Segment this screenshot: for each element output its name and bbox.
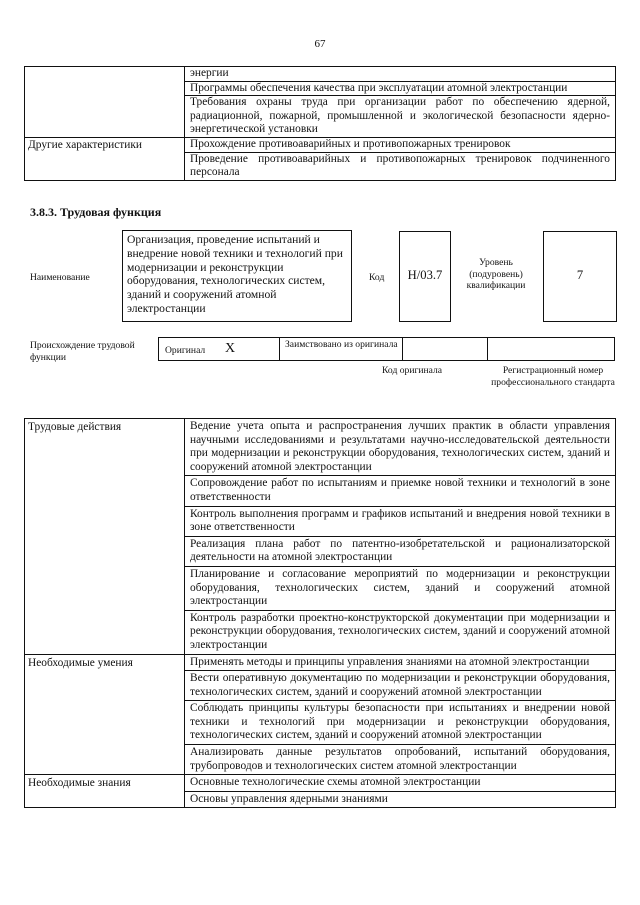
- row-item-text: Ведение учета опыта и распространения лучших практик в области управления научными исследованиями и результатами научно-исследовательской деятельности при модернизации и реконструкции оборудования, технологических систем, зданий и сооружений атомной электростанции: [185, 419, 616, 476]
- qualification-level-value: 7: [576, 268, 584, 282]
- original-label: Оригинал: [165, 345, 206, 356]
- labor-function-table: [24, 418, 616, 808]
- table-row: [25, 775, 616, 792]
- row-item-text: Соблюдать принципы культуры безопасности при испытаниях и внедрении новой техники и технологий при модернизации и реконструкции оборудования, технологических систем, зданий и сооружений атомной электростанции: [185, 701, 616, 745]
- code-original-caption: Код оригинала: [382, 365, 443, 376]
- requirements-table-continued: [24, 66, 616, 181]
- table-row: [25, 419, 616, 476]
- table-row: [25, 137, 616, 152]
- row-item-text: Проведение противоаварийных и противопожарных тренировок подчиненного персонала: [185, 152, 616, 180]
- row-item-text: Реализация плана работ по патентно-изобретательской и рационализаторской деятельности на атомной электростанции: [185, 536, 616, 566]
- row-item-text: Основные технологические схемы атомной электростанции: [185, 775, 616, 792]
- row-category-label: [25, 67, 185, 138]
- original-mark: X: [225, 341, 236, 356]
- section-title: 3.8.3. Трудовая функция: [30, 205, 162, 219]
- row-category-label: Другие характеристики: [25, 137, 185, 180]
- row-item-text: Требования охраны труда при организации работ по обеспечению ядерной, радиационной, пожарной, промышленной и экологической безопасности ядерно-энергетической установки: [185, 96, 616, 138]
- table-row: [25, 654, 616, 671]
- code-original-cell: [402, 337, 488, 361]
- row-category-label: Необходимые умения: [25, 654, 185, 775]
- row-item-text: Анализировать данные результатов опробований, испытаний оборудования, трубопроводов и технологических систем атомной электростанции: [185, 745, 616, 775]
- qualification-level-box: [543, 231, 617, 322]
- table-row: [25, 67, 616, 82]
- reg-number-cell: [487, 337, 615, 361]
- row-item-text: Прохождение противоаварийных и противопожарных тренировок: [185, 137, 616, 152]
- qualification-level-label: Уровень (подуровень) квалификации: [466, 257, 526, 291]
- row-item-text: Контроль выполнения программ и графиков испытаний и внедрения новой техники в зоне ответственности: [185, 506, 616, 536]
- row-item-text: Программы обеспечения качества при эксплуатации атомной электростанции: [185, 81, 616, 96]
- row-item-text: энергии: [185, 67, 616, 82]
- reg-number-caption: Регистрационный номер профессионального стандарта: [491, 365, 615, 388]
- original-cell: [158, 337, 280, 361]
- function-name-box: [122, 230, 352, 322]
- function-code-value: H/03.7: [407, 268, 443, 282]
- borrowed-label: Заимствовано из оригинала: [285, 339, 398, 350]
- row-item-text: Применять методы и принципы управления знаниями на атомной электростанции: [185, 654, 616, 671]
- row-item-text: Планирование и согласование мероприятий по модернизации и реконструкции оборудования, технологических систем, зданий и сооружений атомной электростанции: [185, 566, 616, 610]
- code-label: Код: [369, 272, 385, 283]
- row-category-label: Трудовые действия: [25, 419, 185, 655]
- origin-label: Происхождение трудовой функции: [30, 340, 135, 363]
- page-number: 67: [314, 38, 326, 50]
- function-code-box: [399, 231, 451, 322]
- row-item-text: Основы управления ядерными знаниями: [185, 791, 616, 808]
- row-item-text: Вести оперативную документацию по модернизации и реконструкции оборудования, технологических систем, зданий и сооружений атомной электростанции: [185, 671, 616, 701]
- row-item-text: Сопровождение работ по испытаниям и приемке новой техники и технологий в зоне ответственности: [185, 476, 616, 506]
- borrowed-cell: [279, 337, 403, 361]
- function-name-value: Организация, проведение испытаний и внедрение новой техники и технологий при модернизации и реконструкции оборудования, технологических систем, зданий и сооружений атомной электростанции: [127, 233, 343, 315]
- row-item-text: Контроль разработки проектно-конструкторской документации при модернизации и реконструкции оборудования, технологических систем, зданий и сооружений атомной электростанции: [185, 610, 616, 654]
- name-label: Наименование: [30, 272, 90, 283]
- row-category-label: Необходимые знания: [25, 775, 185, 808]
